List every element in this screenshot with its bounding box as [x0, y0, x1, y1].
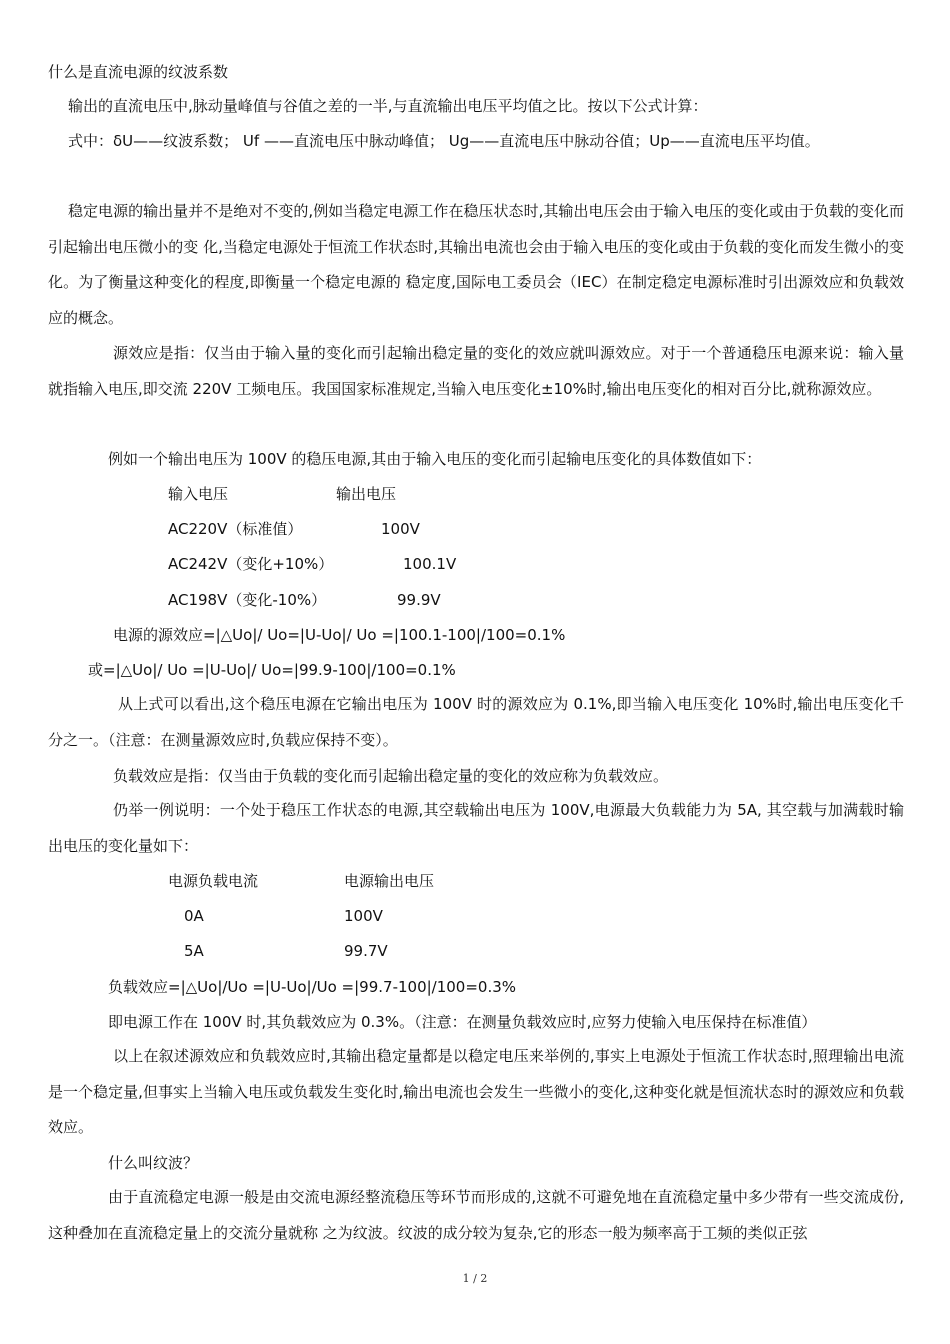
load-table-cell: 5A: [184, 942, 204, 960]
source-table-cell: AC198V（变化-10%）: [168, 591, 327, 609]
source-table-cell: AC220V（标准值）: [168, 520, 303, 538]
source-calc-2: 或=|△Uo|/ Uo =|U-Uo|/ Uo=|99.9-100|/100=0.1%: [88, 661, 456, 679]
source-table-cell: 100.1V: [403, 555, 457, 573]
load-table-header-current: 电源负载电流: [168, 872, 259, 890]
load-example-intro: 仍举一例说明：一个处于稳压工作状态的电源,其空载输出电压为 100V,电源最大负载能力为 5A, 其空载与加满载时输出电压的变化量如下：: [48, 801, 904, 855]
load-calc: 负载效应=|△Uo|/Uo =|U-Uo|/Uo =|99.7-100|/100=0.3%: [108, 978, 517, 996]
load-table-cell: 100V: [344, 907, 383, 925]
ripple-definition: 输出的直流电压中,脉动量峰值与谷值之差的一半,与直流输出电压平均值之比。按以下公式计算：: [68, 97, 708, 115]
para-stability: 稳定电源的输出量并不是绝对不变的,例如当稳定电源工作在稳压状态时,其输出电压会由于输入电压的变化或由于负载的变化而引起输出电压微小的变 化,当稳定电源处于恒流工作状态时,其输出电流也会由于输入电压的变化或由于负载的变化而发生微小的变化。为了衡量这种变化的程度,即衡量一个稳定电源的 稳定度,国际电工委员会（IEC）在制定稳定电源标准时引出源效应和负载效应的概念。: [48, 202, 904, 327]
ripple-question: 什么叫纹波？: [108, 1154, 199, 1172]
source-calc-1: 电源的源效应=|△Uo|/ Uo=|U-Uo|/ Uo =|100.1-100|/100=0.1%: [113, 626, 566, 644]
load-conclusion: 即电源工作在 100V 时,其负载效应为 0.3%。（注意：在测量负载效应时,应努力使输入电压保持在标准值）: [108, 1013, 817, 1031]
load-table-header-voltage: 电源输出电压: [344, 872, 435, 890]
load-table-cell: 99.7V: [344, 942, 388, 960]
load-effect-definition: 负载效应是指：仅当由于负载的变化而引起输出稳定量的变化的效应称为负载效应。: [113, 767, 669, 785]
source-example-intro: 例如一个输出电压为 100V 的稳压电源,其由于输入电压的变化而引起输电压变化的具体数值如下：: [108, 450, 762, 468]
load-table-cell: 0A: [184, 907, 204, 925]
ripple-formula-note: 式中：δU——纹波系数； Uf ——直流电压中脉动峰值； Ug——直流电压中脉动谷值；Up——直流电压平均值。: [68, 132, 820, 150]
para-constant-current: 以上在叙述源效应和负载效应时,其输出稳定量都是以稳定电压来举例的,事实上电源处于恒流工作状态时,照理输出电流是一个稳定量,但事实上当输入电压或负载发生变化时,输出电流也会发生一些微小的变化,这种变化就是恒流状态时的源效应和负载效应。: [48, 1047, 904, 1137]
source-conclusion: 从上式可以看出,这个稳压电源在它输出电压为 100V 时的源效应为 0.1%,即当输入电压变化 10%时,输出电压变化千分之一。（注意：在测量源效应时,负载应保持不变）。: [48, 695, 904, 749]
para-ripple: 由于直流稳定电源一般是由交流电源经整流稳压等环节而形成的,这就不可避免地在直流稳定量中多少带有一些交流成份,这种叠加在直流稳定量上的交流分量就称 之为纹波。纹波的成分较为复杂,它的形态一般为频率高于工频的类似正弦: [48, 1188, 904, 1242]
page-number: 1 / 2: [462, 1272, 488, 1285]
doc-title: 什么是直流电源的纹波系数: [48, 63, 229, 81]
source-table-header-input: 输入电压: [168, 485, 229, 503]
source-table-cell: AC242V（变化+10%）: [168, 555, 334, 573]
para-source-effect: 源效应是指：仅当由于输入量的变化而引起输出稳定量的变化的效应就叫源效应。对于一个普通稳压电源来说：输入量就指输入电压,即交流 220V 工频电压。我国国家标准规定,当输入电压变化±10%时,输出电压变化的相对百分比,就称源效应。: [48, 344, 904, 398]
source-table-cell: 99.9V: [397, 591, 441, 609]
source-table-cell: 100V: [381, 520, 420, 538]
source-table-header-output: 输出电压: [336, 485, 397, 503]
